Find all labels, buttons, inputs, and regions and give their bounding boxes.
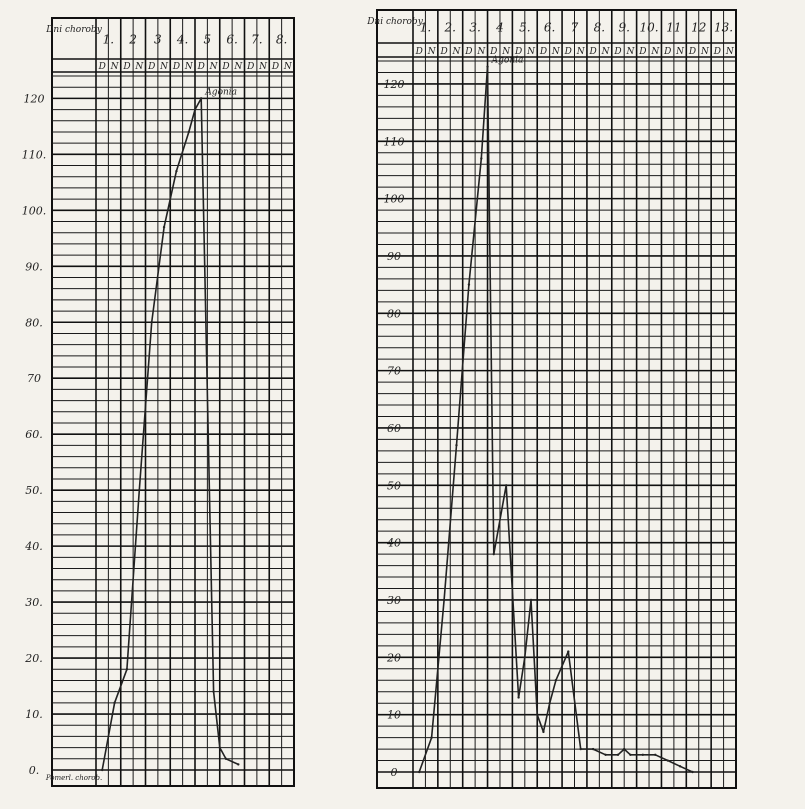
halfday-label: N [601, 47, 610, 57]
data-point [430, 736, 432, 738]
y-tick-label: 120 [383, 77, 405, 91]
y-tick-label: 0 [390, 766, 398, 779]
y-tick-label: 10 [387, 708, 401, 722]
halfday-label: D [247, 62, 255, 72]
halfday-label: N [259, 62, 267, 72]
data-point [188, 131, 190, 133]
day-label: 9. [618, 20, 630, 35]
y-tick-label: 0. [28, 764, 40, 777]
day-label: 8. [275, 32, 288, 47]
data-point [219, 746, 221, 748]
data-point [580, 748, 582, 750]
data-point [505, 484, 507, 486]
data-point [163, 226, 165, 228]
y-tick-label: 110 [383, 135, 405, 149]
data-point [666, 759, 668, 761]
halfday-label: N [209, 62, 218, 72]
data-point [642, 754, 644, 756]
annotation-label: Agonia [491, 55, 524, 66]
data-point [592, 748, 594, 750]
halfday-label: D [123, 62, 131, 72]
halfday-label: N [427, 47, 436, 57]
data-point [480, 157, 482, 159]
day-label: 1. [419, 20, 432, 35]
day-label: 2. [444, 20, 456, 35]
halfday-label: N [135, 62, 144, 72]
data-point [468, 283, 470, 285]
halfday-label: N [701, 47, 709, 57]
halfday-label: N [626, 47, 635, 57]
day-label: 11 [666, 20, 682, 35]
data-point [623, 748, 625, 750]
halfday-label: D [713, 47, 721, 57]
data-point [517, 696, 519, 698]
data-point [194, 108, 196, 110]
halfday-label: D [148, 62, 156, 72]
day-label: 4 [496, 20, 504, 35]
data-point [629, 754, 631, 756]
y-tick-label: 10. [25, 708, 43, 722]
y-tick-label: 100 [383, 192, 405, 206]
halfday-label: D [688, 47, 697, 57]
day-label: 6. [543, 20, 556, 35]
data-point [418, 771, 420, 773]
data-point [237, 763, 239, 765]
data-point [654, 754, 656, 756]
halfday-label: N [477, 47, 486, 57]
day-label: 7 [570, 20, 579, 35]
halfday-label: N [110, 62, 119, 72]
halfday-label: D [514, 47, 523, 57]
data-point [555, 679, 557, 681]
data-point [443, 599, 445, 601]
data-point [493, 553, 495, 555]
halfday-label: N [527, 47, 535, 57]
day-label: 13. [714, 20, 734, 35]
fever-curve [419, 67, 692, 772]
data-point [126, 668, 128, 670]
day-label: 1. [102, 32, 115, 47]
halfday-label: N [502, 47, 511, 57]
halfday-label: N [283, 62, 292, 72]
data-point [530, 599, 532, 601]
data-point [150, 321, 152, 323]
halfday-label: D [197, 62, 205, 72]
day-label: 4. [176, 32, 189, 47]
data-point [691, 771, 693, 773]
y-tick-label: 20. [25, 652, 43, 666]
y-tick-label: 70 [27, 372, 41, 386]
data-point [542, 731, 544, 733]
halfday-label: D [539, 47, 548, 57]
chart-frame [377, 10, 736, 788]
y-tick-label: 80 [387, 307, 401, 321]
halfday-label: N [234, 62, 243, 72]
day-label: 7. [251, 32, 263, 47]
y-tick-label: 20 [387, 651, 401, 665]
data-point [548, 702, 550, 704]
halfday-label: D [98, 62, 106, 72]
header-label: Dni choroby [367, 17, 423, 27]
halfday-label: N [576, 47, 585, 57]
data-point [567, 650, 569, 652]
day-label: 3 [154, 32, 162, 47]
y-tick-label: 90. [25, 260, 43, 274]
halfday-label: N [184, 62, 193, 72]
y-tick-label: 100. [21, 204, 47, 218]
halfday-label: N [160, 62, 168, 72]
data-point [604, 754, 606, 756]
y-tick-label: 50. [25, 484, 43, 498]
halfday-label: D [614, 47, 622, 57]
data-point [617, 754, 619, 756]
day-label: 2 [129, 32, 137, 47]
halfday-label: N [676, 47, 685, 57]
annotation-label: Agonia [205, 87, 238, 98]
halfday-label: D [465, 47, 473, 57]
data-point [536, 713, 538, 715]
day-label: 8. [593, 20, 606, 35]
data-point [212, 690, 214, 692]
day-label: 6. [226, 32, 238, 47]
data-point [486, 66, 488, 68]
halfday-label: D [222, 62, 230, 72]
header-label: Dni choroby [46, 25, 102, 35]
halfday-label: N [452, 47, 461, 57]
y-tick-label: 60. [25, 428, 43, 442]
data-point [113, 702, 115, 704]
halfday-label: D [271, 62, 280, 72]
halfday-label: D [589, 47, 597, 57]
data-point [225, 758, 227, 760]
y-tick-label: 90 [387, 249, 401, 263]
halfday-label: D [172, 62, 181, 72]
y-tick-label: 120 [23, 92, 45, 106]
corner-note: Pomerl. chorob. [45, 774, 103, 782]
halfday-label: D [490, 47, 498, 57]
data-point [524, 656, 526, 658]
y-tick-label: 30 [387, 593, 401, 607]
data-point [679, 765, 681, 767]
halfday-label: D [639, 47, 647, 57]
chart-1 [22, 18, 294, 786]
halfday-label: N [725, 47, 734, 57]
day-label: 5 [203, 32, 212, 47]
halfday-label: N [551, 47, 560, 57]
y-tick-label: 40 [387, 536, 401, 550]
y-tick-label: 40. [25, 540, 43, 554]
y-tick-label: 110. [21, 148, 47, 162]
halfday-label: D [664, 47, 672, 57]
data-point [200, 97, 202, 99]
data-point [455, 444, 457, 446]
y-tick-label: 60 [387, 421, 401, 435]
day-label: 5. [519, 20, 531, 35]
day-label: 12 [691, 20, 707, 35]
halfday-label: N [651, 47, 660, 57]
y-tick-label: 70 [387, 364, 401, 378]
y-tick-label: 80. [25, 316, 43, 330]
data-point [175, 170, 177, 172]
y-tick-label: 30. [25, 596, 43, 610]
halfday-label: D [415, 47, 423, 57]
day-label: 3. [469, 20, 481, 35]
halfday-label: D [564, 47, 572, 57]
chart-2 [366, 10, 736, 788]
chart-frame [52, 18, 294, 786]
data-point [138, 489, 140, 491]
day-label: 10. [639, 20, 659, 35]
data-point [101, 769, 103, 771]
halfday-label: D [440, 47, 448, 57]
y-tick-label: 50 [387, 479, 401, 493]
